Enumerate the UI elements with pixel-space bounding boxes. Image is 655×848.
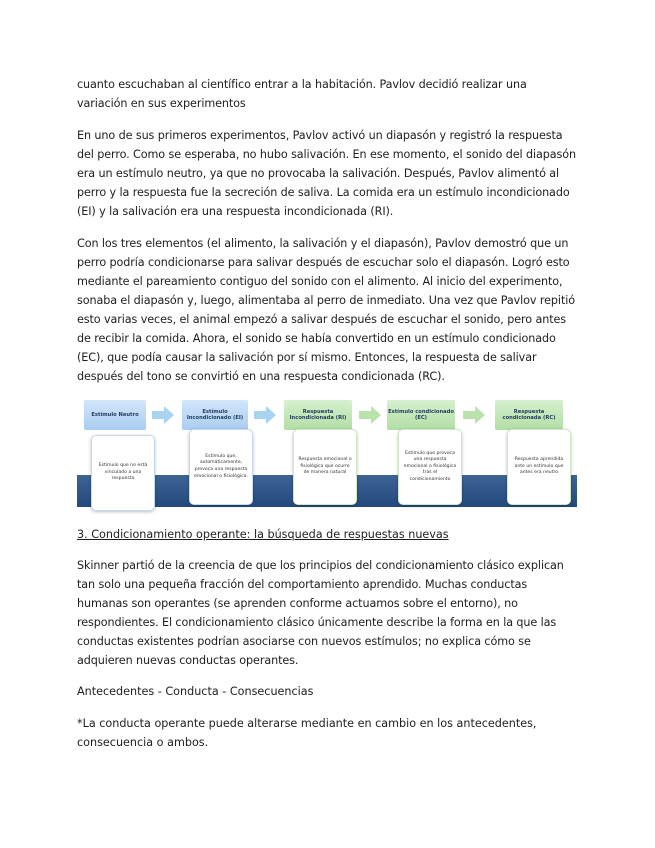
card-text: Respuesta aprendida ante un estímulo que antes era neutro — [514, 457, 564, 476]
section-heading: 3. Condicionamiento operante: la búsqueda de respuestas nuevas — [77, 528, 449, 541]
step-estimulo-neutro — [84, 400, 146, 430]
step-title: Respuesta condicionada (RC) — [502, 408, 556, 421]
card-estimulo-condicionado — [398, 429, 462, 505]
card-text: Estímulo que, automáticamente, provoca una respuesta emocional o fisiológica. — [194, 453, 248, 479]
arrow-right-icon — [463, 406, 485, 424]
paragraph-2-text: En uno de sus primeros experimentos, Pavlov activó un diapasón y registró la respuesta del perro. Como se esperaba, no hubo salivación. En ese momento, el sonido del diapasón era un estímulo neutro, ya que no provocaba la salivación. Después, Pavlov alimentó al perro y la respuesta fue la secreción de saliva. La comida era un estímulo incondicionado (EI) y la salivación era una respuesta incondicionada (RI). — [77, 129, 576, 218]
abc-line: Antecedentes - Conducta - Consecuencias — [77, 685, 314, 698]
arrow-right-icon — [254, 406, 276, 424]
paragraph-1 — [77, 75, 577, 113]
card-text: Estímulo que no está vinculado a una respuesta — [98, 463, 148, 482]
card-text: Respuesta emocional o fisiológica que ocurre de manera natural — [298, 457, 352, 476]
step-title: Estímulo Incondicionado (EI) — [186, 408, 244, 421]
classical-conditioning-diagram — [77, 397, 577, 507]
card-estimulo-incondicionado — [189, 429, 253, 505]
step-title: Estímulo Neutro — [91, 411, 139, 418]
paragraph-3 — [77, 234, 577, 386]
paragraph-4-text: Skinner partió de la creencia de que los principios del condicionamiento clásico explican tan solo una pequeña fracción del comportamiento aprendido. Muchas conductas humanas son operantes (se aprenden conforme actuamos sobre el entorno), no respondientes. El condicionamiento clásico únicamente describe la forma en la que las conductas existentes podrían asociarse con nuevos estímulos; no explica cómo se adquieren nuevas conductas operantes. — [77, 559, 564, 667]
step-estimulo-condicionado — [387, 400, 455, 430]
step-title: Estímulo condicionado (EC) — [388, 408, 454, 421]
card-respuesta-condicionada — [507, 429, 571, 505]
paragraph-4 — [77, 556, 577, 670]
step-respuesta-incondicionada — [284, 400, 352, 430]
card-estimulo-neutro — [91, 435, 155, 511]
step-title: Respuesta Incondicionada (RI) — [289, 408, 347, 421]
note-text: *La conducta operante puede alterarse mediante en cambio en los antecedentes, consecuencia o ambos. — [77, 717, 537, 749]
arrow-right-icon — [359, 406, 381, 424]
step-estimulo-incondicionado — [182, 400, 248, 430]
step-respuesta-condicionada — [495, 400, 563, 430]
card-text: Estímulo que provoca una respuesta emocional o fisiológica tras el condicionamiento — [403, 450, 457, 482]
paragraph-2 — [77, 126, 577, 221]
paragraph-1-text: cuanto escuchaban al científico entrar a la habitación. Pavlov decidió realizar una variación en sus experimentos — [77, 78, 527, 110]
arrow-right-icon — [152, 406, 174, 424]
card-respuesta-incondicionada — [293, 429, 357, 505]
paragraph-3-text: Con los tres elementos (el alimento, la salivación y el diapasón), Pavlov demostró que un perro podría condicionarse para salivar después de escuchar solo el diapasón. Logró esto mediante el pareamiento contiguo del sonido con el alimento. Al inicio del experimento, sonaba el diapasón y, luego, alimentaba al perro de inmediato. Una vez que Pavlov repitió esto varias veces, el animal empezó a salivar después de escuchar el sonido, pero antes de recibir la comida. Ahora, el sonido se había convertido en un estímulo condicionado (EC), que podía causar la salivación por sí mismo. Entonces, la respuesta de salivar después del tono se convirtió en una respuesta condicionada (RC). — [77, 237, 575, 383]
